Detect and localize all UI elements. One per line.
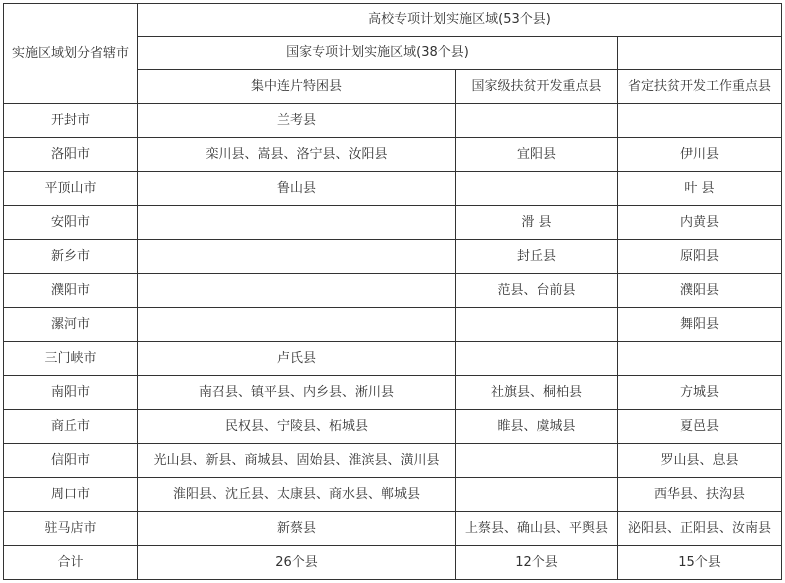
contiguous-poor-cell <box>138 274 456 308</box>
table-row <box>4 138 782 172</box>
table-row <box>4 172 782 206</box>
national-key-cell: 滑 县 <box>456 206 618 240</box>
table-row <box>4 512 782 546</box>
provincial-key-cell: 夏邑县 <box>618 410 782 444</box>
header-national-key-counties: 国家级扶贫开发重点县 <box>456 70 618 104</box>
national-key-cell: 封丘县 <box>456 240 618 274</box>
contiguous-poor-cell: 新蔡县 <box>138 512 456 546</box>
table-row <box>4 478 782 512</box>
provincial-key-cell: 内黄县 <box>618 206 782 240</box>
contiguous-poor-cell: 南召县、镇平县、内乡县、淅川县 <box>138 376 456 410</box>
table-row <box>4 410 782 444</box>
provincial-key-cell: 舞阳县 <box>618 308 782 342</box>
city-cell: 新乡市 <box>4 240 138 274</box>
city-cell: 合计 <box>4 546 138 580</box>
national-key-cell <box>456 308 618 342</box>
header-provincial-key-counties: 省定扶贫开发工作重点县 <box>618 70 782 104</box>
national-key-cell <box>456 172 618 206</box>
contiguous-poor-cell: 鲁山县 <box>138 172 456 206</box>
table-row <box>4 342 782 376</box>
contiguous-poor-cell: 兰考县 <box>138 104 456 138</box>
header-university-program: 高校专项计划实施区域(53个县) <box>138 4 782 37</box>
table-row <box>4 308 782 342</box>
city-cell: 周口市 <box>4 478 138 512</box>
contiguous-poor-cell: 栾川县、嵩县、洛宁县、汝阳县 <box>138 138 456 172</box>
contiguous-poor-cell <box>138 206 456 240</box>
contiguous-poor-cell: 卢氏县 <box>138 342 456 376</box>
header-empty-cell <box>618 37 782 70</box>
provincial-key-cell: 罗山县、息县 <box>618 444 782 478</box>
header-row-1 <box>4 4 782 37</box>
contiguous-poor-cell: 民权县、宁陵县、柘城县 <box>138 410 456 444</box>
city-cell: 安阳市 <box>4 206 138 240</box>
table-row <box>4 104 782 138</box>
national-key-cell: 社旗县、桐柏县 <box>456 376 618 410</box>
national-key-cell: 睢县、虞城县 <box>456 410 618 444</box>
header-contiguous-poor-counties: 集中连片特困县 <box>138 70 456 104</box>
header-national-program: 国家专项计划实施区域(38个县) <box>138 37 618 70</box>
national-key-cell: 宜阳县 <box>456 138 618 172</box>
provincial-key-cell: 叶 县 <box>618 172 782 206</box>
table-row <box>4 376 782 410</box>
provincial-key-cell: 15个县 <box>618 546 782 580</box>
provincial-key-cell: 方城县 <box>618 376 782 410</box>
provincial-key-cell: 濮阳县 <box>618 274 782 308</box>
city-cell: 开封市 <box>4 104 138 138</box>
city-cell: 漯河市 <box>4 308 138 342</box>
contiguous-poor-cell: 光山县、新县、商城县、固始县、淮滨县、潢川县 <box>138 444 456 478</box>
national-key-cell: 范县、台前县 <box>456 274 618 308</box>
city-cell: 洛阳市 <box>4 138 138 172</box>
header-city-label: 实施区域划分省辖市 <box>4 4 138 104</box>
table-row <box>4 274 782 308</box>
table-row <box>4 206 782 240</box>
national-key-cell: 上蔡县、确山县、平舆县 <box>456 512 618 546</box>
provincial-key-cell <box>618 104 782 138</box>
national-key-cell <box>456 104 618 138</box>
national-key-cell: 12个县 <box>456 546 618 580</box>
provincial-key-cell: 西华县、扶沟县 <box>618 478 782 512</box>
table-row <box>4 444 782 478</box>
city-cell: 商丘市 <box>4 410 138 444</box>
provincial-key-cell: 泌阳县、正阳县、汝南县 <box>618 512 782 546</box>
provincial-key-cell: 伊川县 <box>618 138 782 172</box>
contiguous-poor-cell <box>138 240 456 274</box>
city-cell: 驻马店市 <box>4 512 138 546</box>
provincial-key-cell <box>618 342 782 376</box>
provincial-key-cell: 原阳县 <box>618 240 782 274</box>
table-row <box>4 240 782 274</box>
national-key-cell <box>456 444 618 478</box>
city-cell: 濮阳市 <box>4 274 138 308</box>
total-row <box>4 546 782 580</box>
city-cell: 平顶山市 <box>4 172 138 206</box>
contiguous-poor-cell: 淮阳县、沈丘县、太康县、商水县、郸城县 <box>138 478 456 512</box>
city-cell: 南阳市 <box>4 376 138 410</box>
city-cell: 三门峡市 <box>4 342 138 376</box>
contiguous-poor-cell <box>138 308 456 342</box>
poverty-county-table <box>3 3 782 580</box>
contiguous-poor-cell: 26个县 <box>138 546 456 580</box>
city-cell: 信阳市 <box>4 444 138 478</box>
national-key-cell <box>456 478 618 512</box>
national-key-cell <box>456 342 618 376</box>
